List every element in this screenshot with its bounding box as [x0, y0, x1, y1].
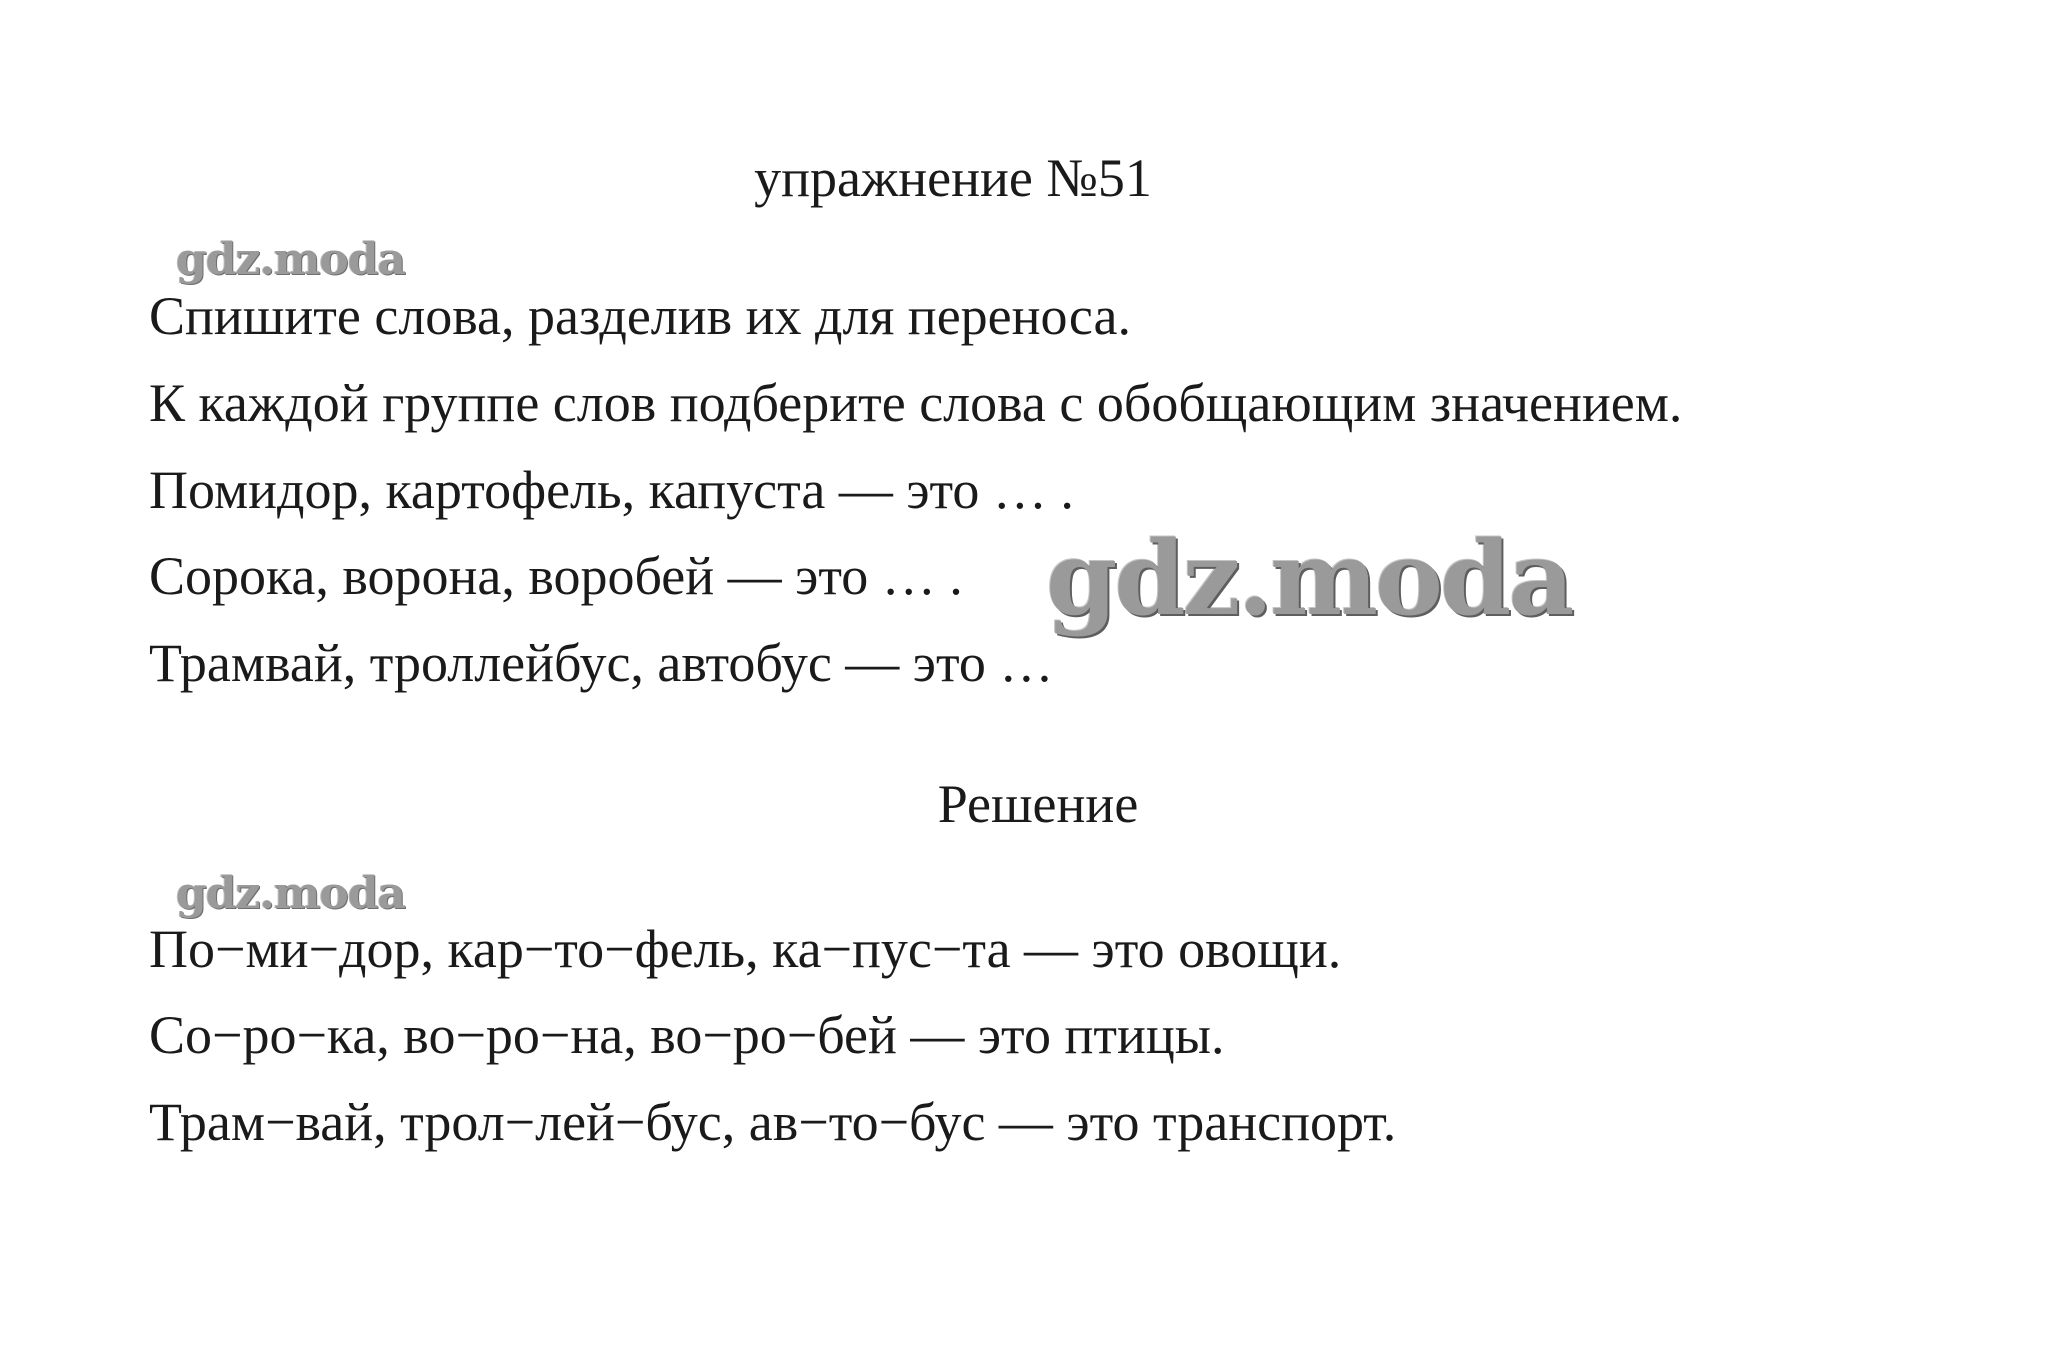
- exercise-instruction-1: Спишите слова, разделив их для переноса.: [149, 286, 1131, 346]
- solution-title: Решение: [937, 774, 1139, 834]
- watermark-small-bottom: gdz.moda: [176, 868, 406, 919]
- solution-answer-vegetables: По−ми−дор, кар−то−фель, ка−пус−та — это овощи.: [149, 919, 1342, 979]
- exercise-instruction-2: К каждой группе слов подберите слова с обобщающим значением.: [149, 373, 1683, 433]
- exercise-task-transport: Трамвай, троллейбус, автобус — это …: [149, 633, 1054, 693]
- watermark-large-center: gdz.moda: [1046, 519, 1572, 639]
- solution-answer-birds: Со−ро−ка, во−ро−на, во−ро−бей — это птицы.: [149, 1005, 1225, 1065]
- exercise-task-vegetables: Помидор, картофель, капуста — это … .: [149, 460, 1074, 520]
- exercise-title: упражнение №51: [754, 148, 1152, 208]
- exercise-task-birds: Сорока, ворона, воробей — это … .: [149, 546, 963, 606]
- watermark-small-top: gdz.moda: [176, 234, 406, 285]
- solution-answer-transport: Трам−вай, трол−лей−бус, ав−то−бус — это транспорт.: [149, 1092, 1397, 1152]
